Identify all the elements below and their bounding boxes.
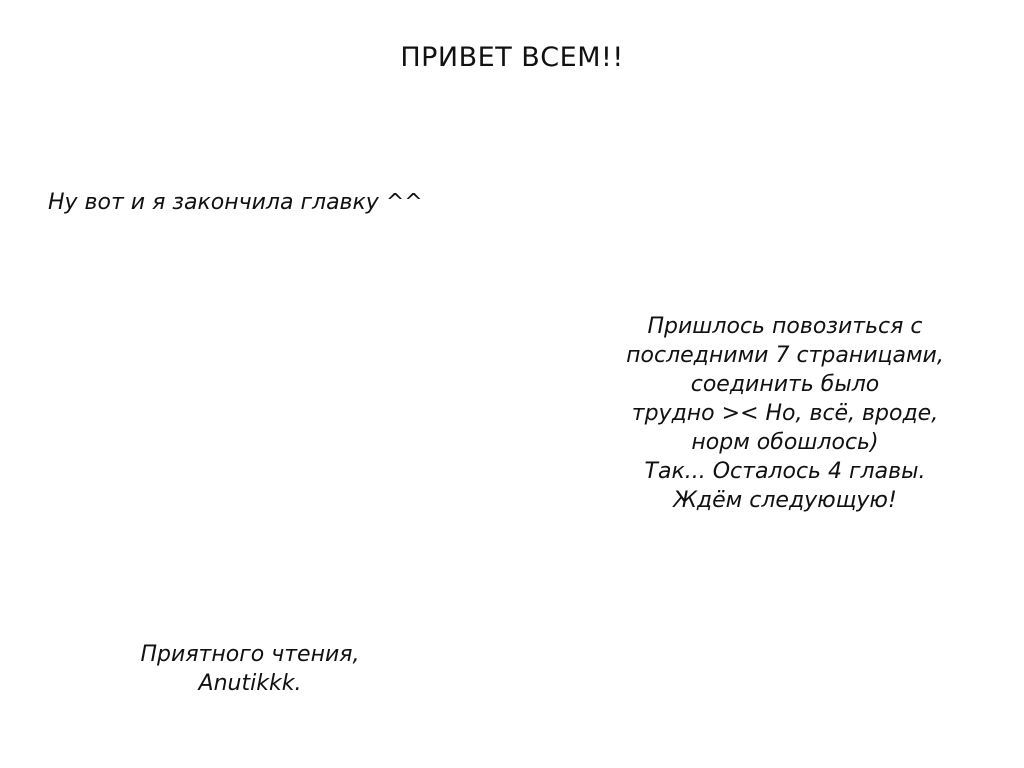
closing-signature xyxy=(100,640,400,698)
page-title: ПРИВЕТ ВСЕМ!! xyxy=(400,42,624,73)
intro-text: Ну вот и я закончила главку ^^ xyxy=(48,190,423,215)
note-line: Так... Осталось 4 главы. xyxy=(644,459,926,484)
author-signature: Anutikkk. xyxy=(198,671,302,696)
note-line: Ждём следующую! xyxy=(673,488,897,513)
note-line: соединить было xyxy=(690,372,880,397)
note-line: Пришлось повозиться с xyxy=(647,314,923,339)
closing-greeting: Приятного чтения, xyxy=(140,642,360,667)
note-line: последними 7 страницами, xyxy=(626,343,944,368)
note-line: норм обошлось) xyxy=(691,430,879,455)
note-line: трудно >< Но, всё, вроде, xyxy=(631,401,939,426)
author-note xyxy=(590,312,980,515)
